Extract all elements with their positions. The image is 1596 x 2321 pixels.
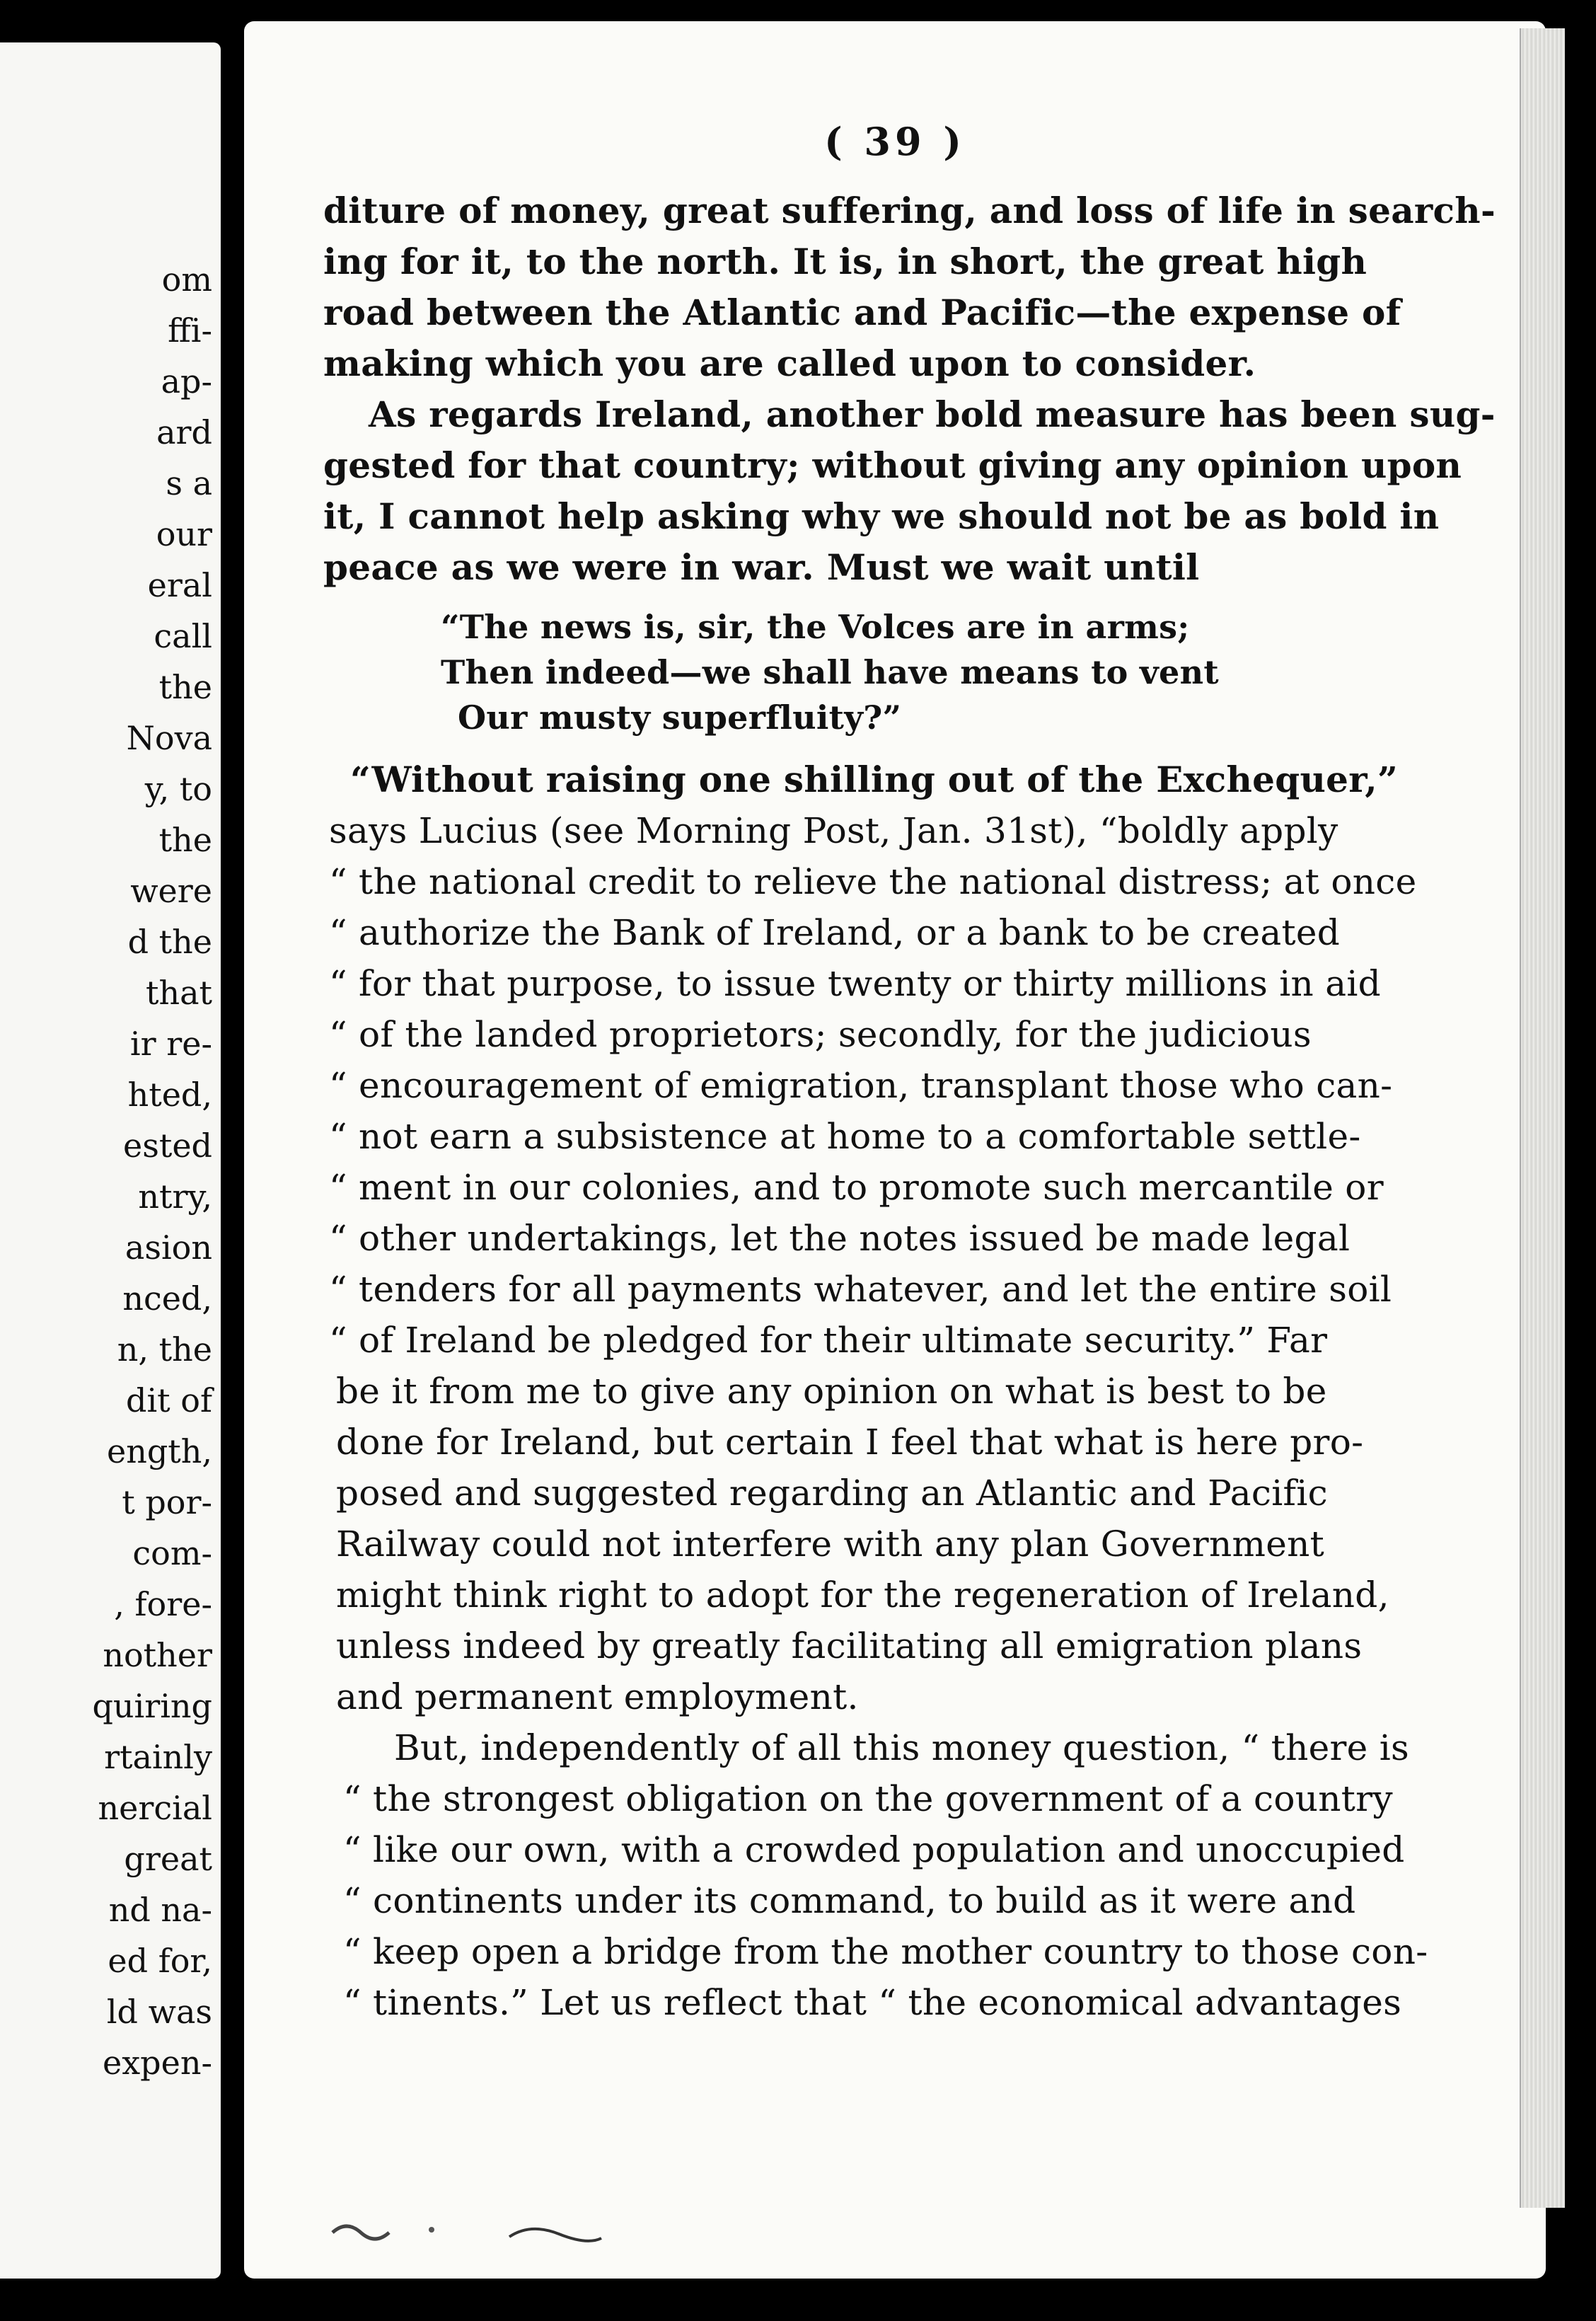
left-fragment: nced,	[122, 1279, 212, 1318]
text-line: “ of Ireland be pledged for their ultimate security.” Far	[329, 1320, 1328, 1361]
text-line: making which you are called upon to consider.	[323, 342, 1256, 384]
text-line: “Without raising one shilling out of the Exchequer,”	[350, 759, 1399, 800]
text-line: done for Ireland, but certain I feel that what is here pro-	[336, 1422, 1364, 1463]
left-fragment: ffi-	[168, 311, 212, 350]
text-line: “ not earn a subsistence at home to a comfortable settle-	[329, 1116, 1361, 1157]
left-fragment: d the	[127, 923, 212, 961]
left-fragment: ld was	[106, 1993, 212, 2031]
text-line: “ like our own, with a crowded population and unoccupied	[343, 1829, 1405, 1870]
verse-line: “The news is, sir, the Volces are in arms;	[441, 608, 1190, 646]
text-line: “ the strongest obligation on the government of a country	[343, 1778, 1393, 1819]
text-line: “ authorize the Bank of Ireland, or a bank to be created	[329, 912, 1341, 953]
left-fragment: s a	[166, 464, 212, 502]
text-line: “ other undertakings, let the notes issued be made legal	[329, 1218, 1351, 1259]
left-fragment: ed for,	[108, 1942, 212, 1980]
left-fragment: ength,	[106, 1432, 212, 1470]
text-line: “ tinents.” Let us reflect that “ the economical advantages	[343, 1982, 1402, 2023]
left-fragment: asion	[125, 1228, 212, 1267]
left-fragment: com-	[132, 1534, 212, 1572]
left-fragment: nd na-	[108, 1891, 212, 1929]
left-fragment: the	[158, 668, 212, 706]
text-line: “ for that purpose, to issue twenty or thirty millions in aid	[329, 963, 1381, 1004]
text-line: road between the Atlantic and Pacific—the expense of	[323, 292, 1401, 333]
text-line: it, I cannot help asking why we should not be as bold in	[323, 495, 1440, 537]
page-edges	[1520, 28, 1565, 2208]
text-line: “ the national credit to relieve the national distress; at once	[329, 861, 1417, 902]
text-line: But, independently of all this money question, “ there is	[394, 1727, 1410, 1768]
left-fragment: rtainly	[104, 1738, 212, 1776]
left-fragment: eral	[147, 566, 212, 604]
text-line: “ of the landed proprietors; secondly, for the judicious	[329, 1014, 1312, 1055]
bottom-ink-specks	[325, 2204, 623, 2254]
left-fragment: ap-	[161, 362, 212, 401]
text-line: diture of money, great suffering, and loss of life in search-	[323, 190, 1496, 231]
text-line: As regards Ireland, another bold measure has been sug-	[369, 393, 1496, 435]
page-number: ( 39 )	[824, 119, 966, 164]
text-line: Railway could not interfere with any plan Government	[336, 1524, 1324, 1565]
text-line: ing for it, to the north. It is, in short, the great high	[323, 241, 1367, 282]
text-line: might think right to adopt for the regeneration of Ireland,	[336, 1574, 1389, 1616]
left-fragment: were	[130, 872, 212, 910]
left-fragment: dit of	[126, 1381, 212, 1419]
text-line: “ tenders for all payments whatever, and let the entire soil	[329, 1269, 1392, 1310]
text-line: posed and suggested regarding an Atlantic and Pacific	[336, 1473, 1328, 1514]
text-line: peace as we were in war. Must we wait until	[323, 546, 1200, 588]
left-fragment: our	[156, 515, 212, 553]
text-line: unless indeed by greatly facilitating all emigration plans	[336, 1625, 1363, 1666]
text-line: says Lucius (see Morning Post, Jan. 31st), “boldly apply	[329, 810, 1338, 851]
text-line: be it from me to give any opinion on what is best to be	[336, 1371, 1327, 1412]
text-line: “ continents under its command, to build as it were and	[343, 1880, 1356, 1921]
left-fragment: nother	[103, 1636, 212, 1674]
left-fragment: expen-	[102, 2044, 212, 2082]
left-fragment: om	[161, 260, 212, 299]
left-fragment: quiring	[92, 1687, 212, 1725]
left-fragment: great	[124, 1840, 212, 1878]
text-line: gested for that country; without giving any opinion upon	[323, 444, 1462, 486]
left-fragment: ested	[123, 1127, 212, 1165]
right-page	[244, 21, 1546, 2279]
verse-line: Then indeed—we shall have means to vent	[441, 653, 1219, 691]
left-fragment: hted,	[127, 1076, 212, 1114]
left-page	[0, 42, 221, 2279]
text-line: “ keep open a bridge from the mother country to those con-	[343, 1931, 1428, 1972]
left-fragment: that	[145, 974, 212, 1012]
text-line: “ encouragement of emigration, transplant those who can-	[329, 1065, 1393, 1106]
left-fragment: the	[158, 821, 212, 859]
left-fragment: call	[154, 617, 212, 655]
left-fragment: Nova	[126, 719, 212, 757]
verse-line: Our musty superfluity?”	[458, 698, 902, 737]
left-fragment: nercial	[98, 1789, 212, 1827]
left-fragment: n, the	[117, 1330, 212, 1369]
left-fragment: ntry,	[138, 1177, 212, 1216]
left-fragment: ir re-	[129, 1025, 212, 1063]
left-fragment: ard	[156, 413, 212, 451]
text-line: and permanent employment.	[336, 1676, 859, 1717]
text-line: “ ment in our colonies, and to promote such mercantile or	[329, 1167, 1384, 1208]
left-fragment: , fore-	[114, 1585, 212, 1623]
left-fragment: y, to	[144, 770, 212, 808]
left-fragment: t por-	[122, 1483, 212, 1521]
